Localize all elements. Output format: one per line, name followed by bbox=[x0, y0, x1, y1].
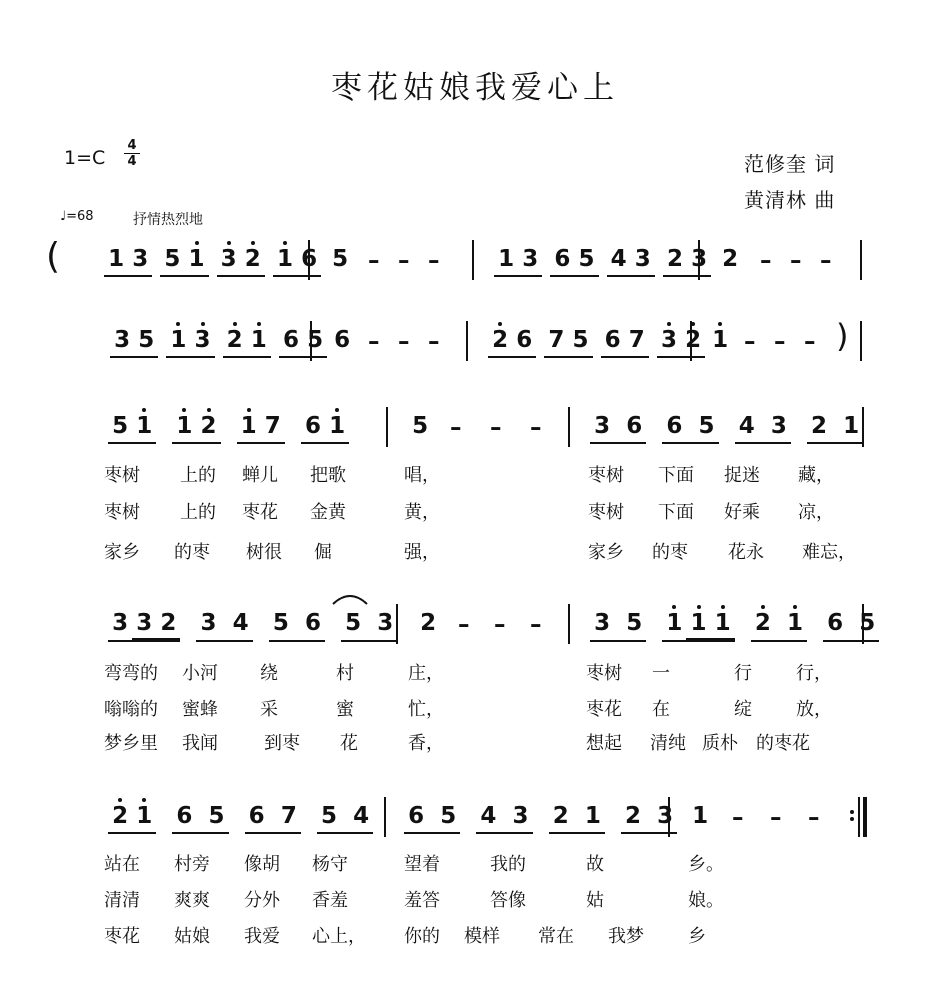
note: 5 bbox=[272, 610, 289, 636]
note: 2 bbox=[666, 246, 683, 272]
barline bbox=[472, 240, 474, 280]
note: 2 bbox=[722, 246, 739, 272]
lyric-word: 庄， bbox=[408, 663, 444, 684]
lyric-word: 村旁 bbox=[174, 854, 210, 875]
lyric-word: 枣树 bbox=[588, 502, 624, 523]
measure-1 bbox=[104, 246, 321, 272]
barline bbox=[860, 321, 862, 361]
lyric-word: 蝉儿 bbox=[242, 465, 278, 486]
lyric-word: 枣树 bbox=[104, 502, 140, 523]
notation-row-1 bbox=[0, 236, 950, 280]
note: 6 bbox=[304, 413, 321, 439]
dash: – bbox=[398, 248, 410, 274]
lyric-word: 花 bbox=[340, 733, 358, 754]
final-barline bbox=[863, 797, 867, 837]
lyric-word: 凉， bbox=[798, 502, 834, 523]
lyric-word: 藏， bbox=[798, 465, 834, 486]
tempo-mark: ♩=68 bbox=[60, 209, 94, 224]
lyric-word: 分外 bbox=[244, 890, 280, 911]
lyric-word: 我梦 bbox=[608, 926, 644, 947]
lyric-word: 行， bbox=[796, 663, 832, 684]
lyric-word: 答像 bbox=[490, 890, 526, 911]
lyric-word: 在 bbox=[652, 699, 670, 720]
measure-3 bbox=[494, 246, 711, 272]
note: 5 bbox=[332, 246, 349, 272]
note: 5 bbox=[572, 327, 589, 353]
lyric-word: 村 bbox=[336, 663, 354, 684]
note: 3 bbox=[132, 246, 149, 272]
dash: – bbox=[494, 612, 506, 638]
note: 7 bbox=[280, 803, 297, 829]
note: 3 bbox=[770, 413, 787, 439]
lyric-word: 的枣花 bbox=[756, 733, 810, 754]
lyric-word: 枣树 bbox=[104, 465, 140, 486]
lyric-word: 枣树 bbox=[588, 465, 624, 486]
note-high: 2 bbox=[751, 610, 775, 638]
note: 6 bbox=[626, 413, 643, 439]
lyric-word: 采 bbox=[260, 699, 278, 720]
dash: – bbox=[368, 248, 380, 274]
note: 4 bbox=[738, 413, 755, 439]
notation-row-5 bbox=[0, 797, 950, 837]
barline bbox=[386, 407, 388, 447]
lyric-word: 唱， bbox=[404, 465, 440, 486]
note-high: 1 bbox=[325, 413, 349, 440]
lyric-word: 枣树 bbox=[586, 663, 622, 684]
note: 6 bbox=[604, 327, 621, 353]
dash: – bbox=[450, 415, 462, 441]
lyric-word: 倔 bbox=[314, 542, 332, 563]
measure-9 bbox=[108, 413, 349, 439]
note-high: 2 bbox=[681, 327, 705, 354]
note: 1 bbox=[692, 803, 709, 829]
note: 6 bbox=[516, 327, 533, 353]
dash: – bbox=[804, 329, 816, 355]
note-high: 3 bbox=[657, 327, 681, 354]
lyric-word: 黄， bbox=[404, 502, 440, 523]
note: 6 bbox=[248, 803, 265, 829]
note: 5 bbox=[345, 610, 362, 636]
note-high: 2 bbox=[488, 327, 512, 354]
time-signature-top: 4 bbox=[127, 138, 137, 153]
barline bbox=[568, 604, 570, 644]
note: 5 bbox=[440, 803, 457, 829]
note: 5 bbox=[626, 610, 643, 636]
lyric-word: 家乡 bbox=[588, 542, 624, 563]
lyric-word: 下面 bbox=[658, 502, 694, 523]
lyric-word: 乡。 bbox=[688, 854, 724, 875]
barline bbox=[568, 407, 570, 447]
lyric-word: 爽爽 bbox=[174, 890, 210, 911]
lyric-word: 好乘 bbox=[724, 502, 760, 523]
barline bbox=[690, 321, 692, 361]
expression-mark: 抒情热烈地 bbox=[133, 212, 203, 228]
lyric-word: 想起 bbox=[586, 733, 622, 754]
note: 2 bbox=[160, 610, 177, 636]
measure-17 bbox=[688, 803, 712, 829]
note: 3 bbox=[512, 803, 529, 829]
dash: – bbox=[744, 329, 756, 355]
barline bbox=[858, 797, 860, 837]
note-high: 1 bbox=[132, 803, 156, 830]
lyric-word: 的枣 bbox=[652, 542, 688, 563]
note: 3 bbox=[634, 246, 651, 272]
lyric-word: 嗡嗡的 bbox=[104, 699, 158, 720]
dash: – bbox=[428, 329, 440, 355]
barline bbox=[862, 604, 864, 644]
lyric-word: 梦乡里 bbox=[104, 733, 158, 754]
note: 7 bbox=[548, 327, 565, 353]
barline bbox=[308, 240, 310, 280]
measure-10 bbox=[408, 413, 432, 439]
lyric-word: 上的 bbox=[180, 465, 216, 486]
note-high: 1 bbox=[662, 610, 686, 638]
lyric-word: 望着 bbox=[404, 854, 440, 875]
lyric-word: 香， bbox=[408, 733, 444, 754]
note: 5 bbox=[138, 327, 155, 353]
barline bbox=[668, 797, 670, 837]
lyric-word: 到枣 bbox=[264, 733, 300, 754]
lyric-word: 下面 bbox=[658, 465, 694, 486]
lyric-word: 难忘， bbox=[802, 542, 856, 563]
composer-credit: 黄清林 曲 bbox=[744, 188, 836, 212]
note-high: 1 bbox=[783, 610, 807, 638]
note: 6 bbox=[301, 246, 318, 272]
lyric-word: 蜜 bbox=[336, 699, 354, 720]
note: 2 bbox=[811, 413, 828, 439]
lyric-word: 放， bbox=[796, 699, 832, 720]
note-high: 2 bbox=[223, 327, 247, 354]
note: 5 bbox=[578, 246, 595, 272]
dash: – bbox=[530, 415, 542, 441]
lyric-word: 我的 bbox=[490, 854, 526, 875]
note: 5 bbox=[320, 803, 337, 829]
note: 4 bbox=[610, 246, 627, 272]
note-high: 1 bbox=[711, 610, 735, 636]
lyric-word: 的枣 bbox=[174, 542, 210, 563]
measure-7 bbox=[488, 327, 705, 353]
lyric-word: 枣花 bbox=[586, 699, 622, 720]
note-high: 1 bbox=[132, 413, 156, 440]
lyric-word: 蜜蜂 bbox=[182, 699, 218, 720]
lyric-word: 金黄 bbox=[310, 502, 346, 523]
note-high: 2 bbox=[241, 246, 265, 273]
dash: – bbox=[760, 248, 772, 274]
measure-2 bbox=[328, 246, 352, 272]
lyric-word: 姑娘 bbox=[174, 926, 210, 947]
lyric-word: 花永 bbox=[728, 542, 764, 563]
note: 5 bbox=[208, 803, 225, 829]
note-high: 2 bbox=[196, 413, 220, 440]
lyric-word: 杨守 bbox=[312, 854, 348, 875]
barline bbox=[384, 797, 386, 837]
note: 6 bbox=[554, 246, 571, 272]
lyric-word: 树很 bbox=[246, 542, 282, 563]
lyric-word: 枣花 bbox=[104, 926, 140, 947]
note: 6 bbox=[304, 610, 321, 636]
lyric-word: 像胡 bbox=[244, 854, 280, 875]
lyric-word: 捉迷 bbox=[724, 465, 760, 486]
lyric-word: 清纯 bbox=[650, 733, 686, 754]
lyric-word: 绽 bbox=[734, 699, 752, 720]
note-high: 1 bbox=[237, 413, 261, 440]
note: 2 bbox=[552, 803, 569, 829]
note: 2 bbox=[420, 610, 437, 636]
note: 5 bbox=[112, 413, 129, 439]
note: 3 bbox=[377, 610, 394, 636]
note: 3 bbox=[594, 610, 611, 636]
song-title: 枣花姑娘我爱心上 bbox=[331, 70, 619, 106]
note: 6 bbox=[282, 327, 299, 353]
dash: – bbox=[774, 329, 786, 355]
note: 5 bbox=[412, 413, 429, 439]
dash: – bbox=[458, 612, 470, 638]
lyric-word: 我爱 bbox=[244, 926, 280, 947]
note-high: 1 bbox=[247, 327, 271, 354]
measure-11 bbox=[590, 413, 863, 439]
barline bbox=[466, 321, 468, 361]
measure-5 bbox=[110, 327, 327, 353]
lyric-word: 羞答 bbox=[404, 890, 440, 911]
note-high: 2 bbox=[108, 803, 132, 830]
close-parenthesis: ) bbox=[836, 317, 849, 355]
note: 3 bbox=[522, 246, 539, 272]
dash: – bbox=[790, 248, 802, 274]
lyric-word: 你的 bbox=[404, 926, 440, 947]
note: 5 bbox=[698, 413, 715, 439]
lyric-word: 心上， bbox=[312, 926, 366, 947]
note: 4 bbox=[480, 803, 497, 829]
lyric-word: 强， bbox=[404, 542, 440, 563]
notation-row-4 bbox=[0, 604, 950, 644]
note: 5 bbox=[307, 327, 324, 353]
lyric-word: 绕 bbox=[260, 663, 278, 684]
note-high: 3 bbox=[217, 246, 241, 273]
note-high: 1 bbox=[273, 246, 297, 273]
measure-6 bbox=[330, 327, 354, 353]
barline bbox=[396, 604, 398, 644]
lyric-word: 质朴 bbox=[702, 733, 738, 754]
lyric-word: 家乡 bbox=[104, 542, 140, 563]
lyric-word: 乡 bbox=[688, 926, 706, 947]
note: 3 bbox=[112, 610, 129, 636]
lyric-word: 行 bbox=[734, 663, 752, 684]
measure-15 bbox=[108, 803, 373, 829]
note: 1 bbox=[108, 246, 125, 272]
note: 3 bbox=[691, 246, 708, 272]
lyric-word: 香羞 bbox=[312, 890, 348, 911]
barline bbox=[860, 240, 862, 280]
note: 7 bbox=[264, 413, 281, 439]
note: 5 bbox=[859, 610, 876, 636]
dash: – bbox=[770, 805, 782, 831]
lyric-word: 姑 bbox=[586, 890, 604, 911]
open-parenthesis: ( bbox=[46, 236, 61, 277]
lyric-word: 模样 bbox=[464, 926, 500, 947]
note: 3 bbox=[657, 803, 674, 829]
lyric-word: 上的 bbox=[180, 502, 216, 523]
lyric-word: 常在 bbox=[538, 926, 574, 947]
lyric-word: 清清 bbox=[104, 890, 140, 911]
note: 5 bbox=[164, 246, 181, 272]
lyric-word: 我闻 bbox=[182, 733, 218, 754]
lyric-word: 忙， bbox=[408, 699, 444, 720]
dash: – bbox=[732, 805, 744, 831]
dash: – bbox=[820, 248, 832, 274]
note: 3 bbox=[136, 610, 153, 636]
lyric-word: 弯弯的 bbox=[104, 663, 158, 684]
note: 7 bbox=[628, 327, 645, 353]
measure-4 bbox=[718, 246, 742, 272]
note: 1 bbox=[584, 803, 601, 829]
note-high: 1 bbox=[172, 413, 196, 440]
dash: – bbox=[530, 612, 542, 638]
measure-16 bbox=[404, 803, 677, 829]
measure-8 bbox=[708, 327, 732, 353]
note: 1 bbox=[843, 413, 860, 439]
note: 6 bbox=[827, 610, 844, 636]
note: 6 bbox=[334, 327, 351, 353]
measure-14 bbox=[590, 610, 879, 637]
note-high: 1 bbox=[184, 246, 208, 273]
notation-row-2 bbox=[0, 317, 950, 361]
lyric-word: 把歌 bbox=[310, 465, 346, 486]
dash: – bbox=[398, 329, 410, 355]
lyric-word: 站在 bbox=[104, 854, 140, 875]
note: 2 bbox=[625, 803, 642, 829]
lyric-word: 一 bbox=[652, 663, 670, 684]
note: 4 bbox=[232, 610, 249, 636]
barline bbox=[310, 321, 312, 361]
note: 4 bbox=[353, 803, 370, 829]
note: 3 bbox=[114, 327, 131, 353]
lyricist-credit: 范修奎 词 bbox=[744, 152, 836, 176]
note: 1 bbox=[498, 246, 515, 272]
note-high: 3 bbox=[190, 327, 214, 354]
barline bbox=[698, 240, 700, 280]
lyric-word: 枣花 bbox=[242, 502, 278, 523]
lyric-word: 小河 bbox=[182, 663, 218, 684]
dash: – bbox=[428, 248, 440, 274]
note: 6 bbox=[176, 803, 193, 829]
note-high: 1 bbox=[166, 327, 190, 354]
dash: – bbox=[368, 329, 380, 355]
note-high: 1 bbox=[708, 327, 732, 353]
note-high: 1 bbox=[686, 610, 710, 636]
note: 3 bbox=[200, 610, 217, 636]
lyric-word: 故 bbox=[586, 854, 604, 875]
time-signature bbox=[124, 139, 140, 168]
lyric-word: 娘。 bbox=[688, 890, 724, 911]
notation-row-3 bbox=[0, 407, 950, 447]
note: 6 bbox=[408, 803, 425, 829]
key-signature: 1=C bbox=[64, 147, 106, 169]
note: 3 bbox=[594, 413, 611, 439]
repeat-dots bbox=[850, 807, 854, 824]
dash: – bbox=[808, 805, 820, 831]
time-signature-bottom: 4 bbox=[127, 154, 137, 169]
measure-13 bbox=[416, 610, 440, 636]
measure-12 bbox=[108, 610, 397, 637]
note: 6 bbox=[666, 413, 683, 439]
barline bbox=[862, 407, 864, 447]
dash: – bbox=[490, 415, 502, 441]
